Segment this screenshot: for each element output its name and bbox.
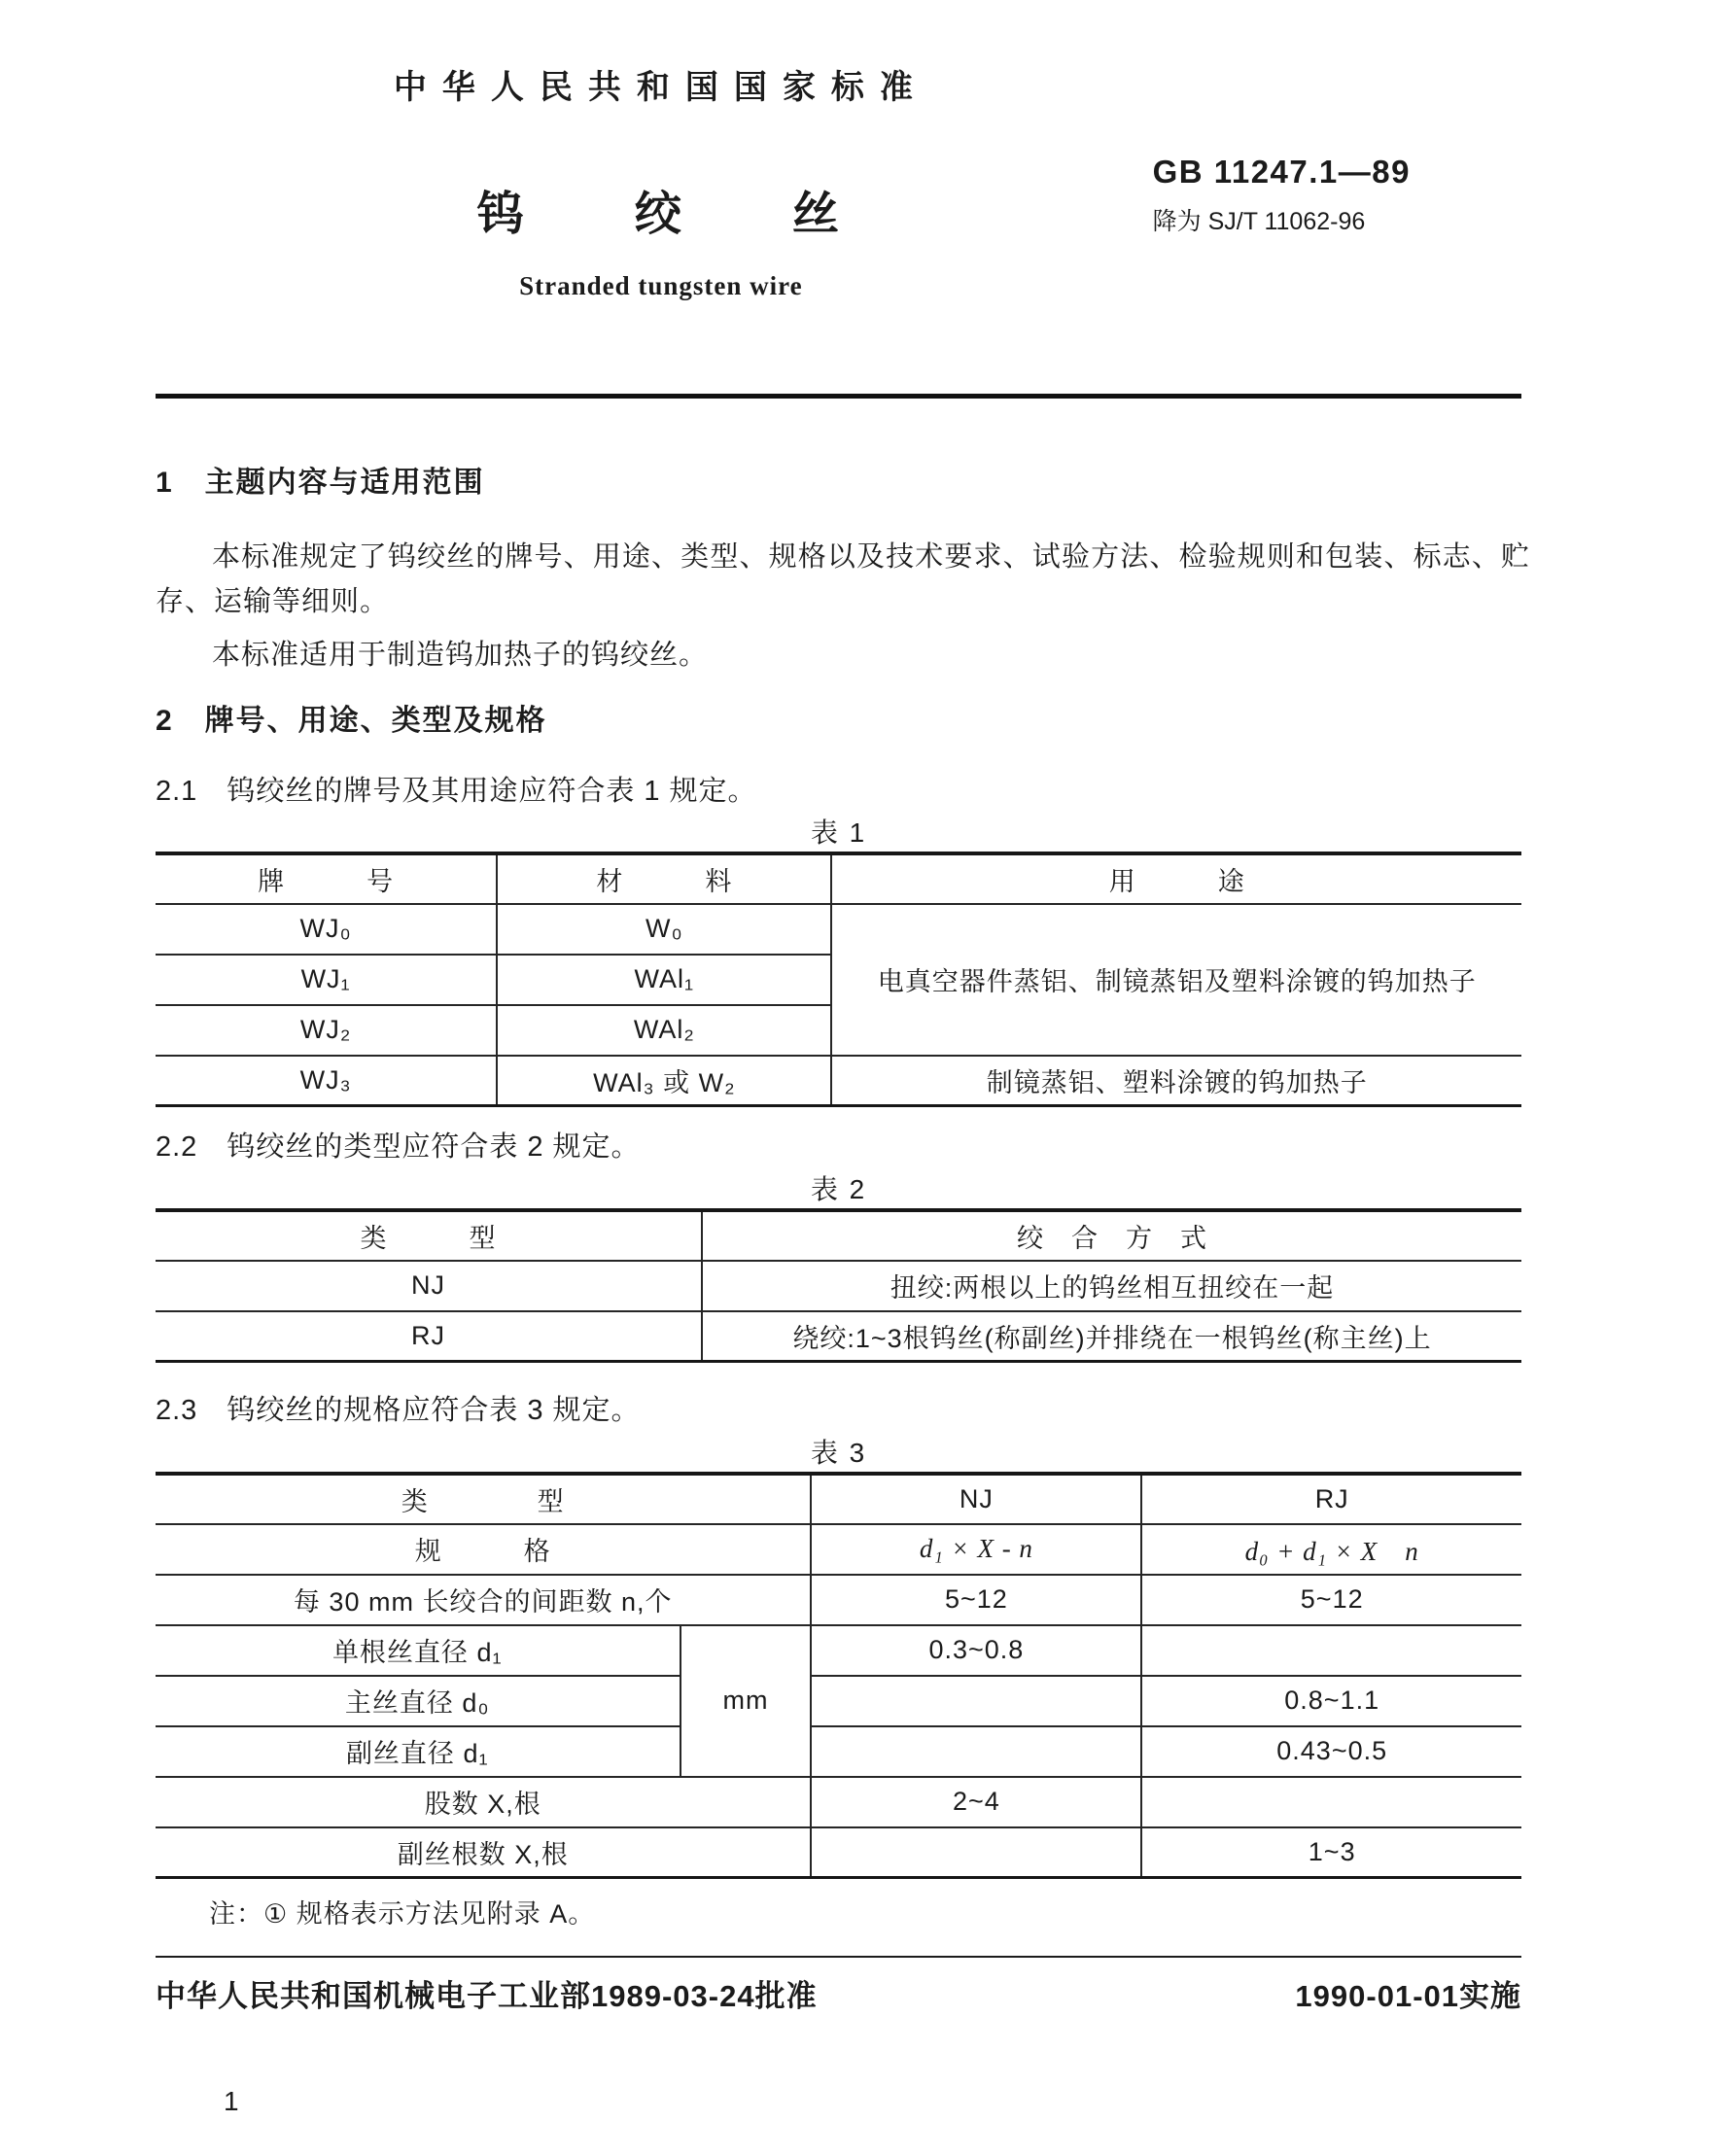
t3-strands-label: 股数 X,根 <box>156 1777 811 1827</box>
table-row <box>156 1777 1521 1827</box>
table-3-caption: 表 3 <box>810 1437 867 1468</box>
table-1 <box>156 852 1521 1108</box>
document-header <box>156 68 1521 301</box>
t3-spec-nj: d₁ × X - n <box>811 1524 1141 1575</box>
standard-downgrade-note: 降为 SJ/T 11062-96 <box>1152 208 1366 235</box>
t2-type-rj: RJ <box>156 1311 702 1362</box>
table-2 <box>156 1208 1521 1364</box>
table-2-caption: 表 2 <box>810 1173 867 1204</box>
document-title: 钨 绞 丝 <box>476 188 845 240</box>
table-row <box>156 1261 1521 1311</box>
t2-mode-rj: 绕绞:1~3根钨丝(称副丝)并排绕在一根钨丝(称主丝)上 <box>702 1311 1521 1362</box>
t2-header-mode: 绞 合 方 式 <box>702 1210 1521 1261</box>
standard-code: GB 11247.1—89 <box>1152 154 1411 190</box>
t1-header-material: 材 料 <box>497 853 831 904</box>
document-title-english: Stranded tungsten wire <box>519 270 803 300</box>
t1-material-wj2: WAl₂ <box>497 1005 831 1056</box>
table-row <box>156 1625 1521 1676</box>
t1-header-brand: 牌 号 <box>156 853 497 904</box>
t1-brand-wj0: WJ₀ <box>156 904 497 955</box>
t3-subcount-nj-empty <box>811 1827 1141 1878</box>
t3-dia-main-label: 主丝直径 d₀ <box>156 1676 681 1726</box>
t1-material-wj1: WAl₁ <box>497 955 831 1005</box>
header-center-block <box>156 68 1167 301</box>
t3-dia-single-nj: 0.3~0.8 <box>811 1625 1141 1676</box>
t3-header-nj: NJ <box>811 1474 1141 1524</box>
table-3-footnote: 注：① 规格表示方法见附录 A。 <box>209 1899 596 1930</box>
t3-strands-nj: 2~4 <box>811 1777 1141 1827</box>
table-row <box>156 904 1521 955</box>
t3-unit-mm: mm <box>681 1625 812 1777</box>
t3-header-rj: RJ <box>1141 1474 1521 1524</box>
t2-header-type: 类 型 <box>156 1210 702 1261</box>
section-1-paragraph-1: 本标准规定了钨绞丝的牌号、用途、类型、规格以及技术要求、试验方法、检验规则和包装、标志、贮存、运输等细则。 <box>156 540 1530 618</box>
table-1-caption: 表 1 <box>810 817 867 848</box>
table-3 <box>156 1472 1521 1880</box>
t1-material-wj0: W₀ <box>497 904 831 955</box>
t3-dia-single-rj-empty <box>1141 1625 1521 1676</box>
t1-header-use: 用 途 <box>831 853 1521 904</box>
page-number: 1 <box>224 2086 239 2116</box>
table-2-header-row <box>156 1210 1521 1261</box>
t3-spec-label: 规 格 <box>156 1524 811 1575</box>
t1-brand-wj1: WJ₁ <box>156 955 497 1005</box>
document-footer <box>156 1956 1521 2015</box>
standard-code-block <box>1153 154 1411 237</box>
t3-dia-sub-nj-empty <box>811 1726 1141 1777</box>
t1-material-wj3: WAl₃ 或 W₂ <box>497 1056 831 1106</box>
standard-org-title: 中华人民共和国国家标准 <box>393 69 928 106</box>
footer-approval: 中华人民共和国机械电子工业部1989-03-24批准 <box>156 1979 818 2013</box>
t3-pitch-nj: 5~12 <box>811 1575 1141 1625</box>
t2-mode-nj: 扭绞:两根以上的钨丝相互扭绞在一起 <box>702 1261 1521 1311</box>
clause-2-2: 2.2 钨绞丝的类型应符合表 2 规定。 <box>156 1131 641 1164</box>
t3-dia-single-label: 单根丝直径 d₁ <box>156 1625 681 1676</box>
table-row <box>156 1056 1521 1106</box>
t3-dia-main-nj-empty <box>811 1676 1141 1726</box>
header-rule <box>156 394 1521 399</box>
t1-use-last: 制镜蒸铝、塑料涂镀的钨加热子 <box>831 1056 1521 1106</box>
t3-dia-sub-rj: 0.43~0.5 <box>1141 1726 1521 1777</box>
clause-2-3: 2.3 钨绞丝的规格应符合表 3 规定。 <box>156 1395 641 1427</box>
t3-subcount-label: 副丝根数 X,根 <box>156 1827 811 1878</box>
table-row <box>156 1575 1521 1625</box>
t1-brand-wj3: WJ₃ <box>156 1056 497 1106</box>
table-row <box>156 1524 1521 1575</box>
t3-header-type: 类 型 <box>156 1474 811 1524</box>
t3-pitch-rj: 5~12 <box>1141 1575 1521 1625</box>
t3-spec-rj: d₀ + d₁ × X n <box>1141 1524 1521 1575</box>
section-2-heading: 2 牌号、用途、类型及规格 <box>156 705 547 738</box>
t3-pitch-label: 每 30 mm 长绞合的间距数 n,个 <box>156 1575 811 1625</box>
table-1-header-row <box>156 853 1521 904</box>
footer-implementation-date: 1990-01-01实施 <box>1295 1979 1521 2013</box>
t2-type-nj: NJ <box>156 1261 702 1311</box>
table-row <box>156 1311 1521 1362</box>
section-1-paragraph-2: 本标准适用于制造钨加热子的钨绞丝。 <box>212 639 709 671</box>
section-1-heading: 1 主题内容与适用范围 <box>156 467 485 500</box>
t1-brand-wj2: WJ₂ <box>156 1005 497 1056</box>
table-row <box>156 1726 1521 1777</box>
t3-dia-sub-label: 副丝直径 d₁ <box>156 1726 681 1777</box>
t3-dia-main-rj: 0.8~1.1 <box>1141 1676 1521 1726</box>
t3-subcount-rj: 1~3 <box>1141 1827 1521 1878</box>
table-row <box>156 1827 1521 1878</box>
clause-2-1: 2.1 钨绞丝的牌号及其用途应符合表 1 规定。 <box>156 775 757 807</box>
table-row <box>156 1676 1521 1726</box>
table-3-header-row <box>156 1474 1521 1524</box>
t3-strands-rj-empty <box>1141 1777 1521 1827</box>
t1-use-first3: 电真空器件蒸铝、制镜蒸铝及塑料涂镀的钨加热子 <box>831 904 1521 1056</box>
